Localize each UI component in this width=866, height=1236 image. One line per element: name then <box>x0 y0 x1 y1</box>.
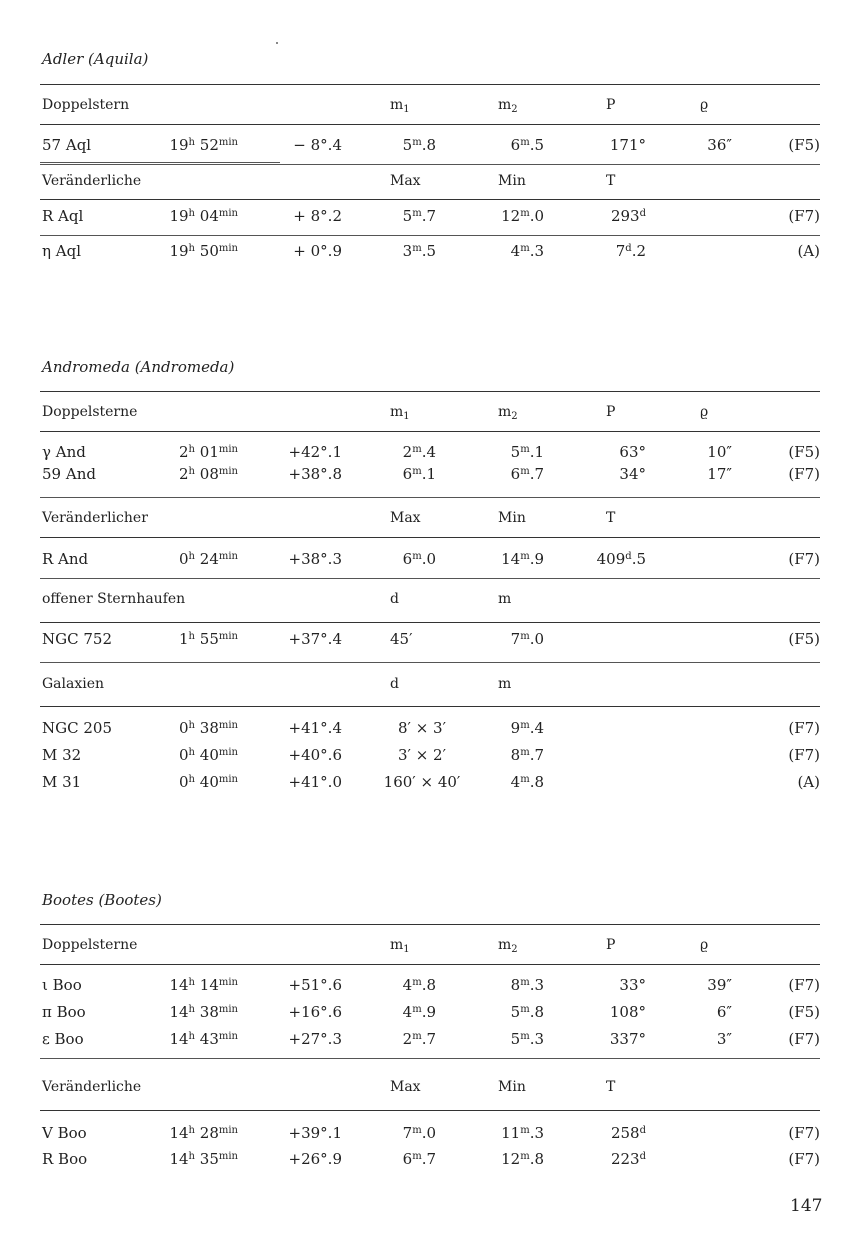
diameter: 45′ <box>390 630 413 648</box>
header-label: offener Sternhaufen <box>42 591 186 607</box>
right-ascension: 14$^h$ $43^{min}$ <box>169 1030 238 1048</box>
spectral-type: (A) <box>797 773 820 791</box>
diameter: 8′ × 3′ <box>397 719 446 737</box>
star-name: π Boo <box>42 1003 86 1021</box>
magnitude-2: 5$^m$.8 <box>510 1003 544 1021</box>
star-name: 59 And <box>42 465 96 483</box>
header-max: Max <box>390 510 421 526</box>
position-angle: 63° <box>619 443 646 461</box>
separation: 3″ <box>716 1030 732 1048</box>
right-ascension: 14$^h$ $14^{min}$ <box>169 976 238 994</box>
min-magnitude: 14$^m$.9 <box>501 550 544 568</box>
max-magnitude: 6$^m$.7 <box>402 1150 436 1168</box>
declination: +40°.6 <box>288 746 342 764</box>
spectral-type: (F7) <box>788 746 820 764</box>
header-magnitude: m <box>498 676 512 692</box>
right-ascension: 0$^h$ $40^{min}$ <box>179 773 238 791</box>
right-ascension: 2$^h$ $01^{min}$ <box>179 443 238 461</box>
rule <box>40 578 820 579</box>
right-ascension: 1$^h$ $55^{min}$ <box>179 630 238 648</box>
object-name: NGC 752 <box>42 630 112 648</box>
header-period: T <box>606 173 616 189</box>
header-label: Veränderliche <box>42 1079 142 1095</box>
header-rho: ϱ <box>700 97 709 113</box>
header-p: P <box>606 937 616 953</box>
rule <box>40 1058 820 1059</box>
rule <box>40 235 820 236</box>
declination: + 8°.2 <box>293 207 342 225</box>
spectral-type: (F5) <box>788 630 820 648</box>
period: 223$^d$ <box>610 1150 646 1168</box>
period: 409$^d$.5 <box>596 550 646 568</box>
rule <box>40 497 820 498</box>
declination: +38°.3 <box>288 550 342 568</box>
header-label: Veränderliche <box>42 173 142 189</box>
spectral-type: (F5) <box>788 1003 820 1021</box>
magnitude-2: 6$^m$.7 <box>510 465 544 483</box>
header-m2: $m_2$ <box>498 404 518 422</box>
position-angle: 337° <box>609 1030 646 1048</box>
object-name: M 31 <box>42 773 82 791</box>
speck <box>276 42 278 44</box>
period: 293$^d$ <box>610 207 646 225</box>
rule <box>40 162 280 163</box>
magnitude: 4$^m$.8 <box>510 773 544 791</box>
magnitude: 7$^m$.0 <box>510 630 544 648</box>
max-magnitude: 7$^m$.0 <box>402 1124 436 1142</box>
magnitude-1: 2$^m$.4 <box>402 443 436 461</box>
period: 7$^d$.2 <box>615 242 646 260</box>
declination: +16°.6 <box>288 1003 342 1021</box>
rule <box>40 84 820 85</box>
star-name: γ And <box>42 443 86 461</box>
right-ascension: 0$^h$ $38^{min}$ <box>179 719 238 737</box>
diameter: 3′ × 2′ <box>397 746 446 764</box>
rule <box>40 431 820 432</box>
star-name: ε Boo <box>42 1030 84 1048</box>
header-label: Doppelstern <box>42 97 130 113</box>
declination: +41°.0 <box>288 773 342 791</box>
spectral-type: (F7) <box>788 1124 820 1142</box>
header-diameter: d <box>390 676 399 692</box>
header-m1: $m_1$ <box>390 97 410 115</box>
section-title-aquila: Adler (Aquila) <box>42 50 149 68</box>
spectral-type: (F7) <box>788 1030 820 1048</box>
header-min: Min <box>498 510 526 526</box>
header-rho: ϱ <box>700 404 709 420</box>
magnitude-1: 4$^m$.9 <box>402 1003 436 1021</box>
header-p: P <box>606 404 616 420</box>
rule <box>40 124 820 125</box>
spectral-type: (A) <box>797 242 820 260</box>
header-label: Galaxien <box>42 676 105 692</box>
declination: +27°.3 <box>288 1030 342 1048</box>
declination: +51°.6 <box>288 976 342 994</box>
rule <box>40 622 820 623</box>
spectral-type: (F7) <box>788 550 820 568</box>
rule <box>40 706 820 707</box>
rule <box>40 391 820 392</box>
magnitude-1: 6$^m$.1 <box>402 465 436 483</box>
rule <box>40 199 820 200</box>
rule <box>40 964 820 965</box>
header-max: Max <box>390 1079 421 1095</box>
position-angle: 33° <box>619 976 646 994</box>
rule <box>40 537 820 538</box>
magnitude-2: 6$^m$.5 <box>510 136 544 154</box>
separation: 6″ <box>716 1003 732 1021</box>
max-magnitude: 6$^m$.0 <box>402 550 436 568</box>
min-magnitude: 12$^m$.8 <box>501 1150 544 1168</box>
spectral-type: (F5) <box>788 136 820 154</box>
right-ascension: 14$^h$ $28^{min}$ <box>169 1124 238 1142</box>
header-m1: $m_1$ <box>390 937 410 955</box>
magnitude: 8$^m$.7 <box>510 746 544 764</box>
header-period: T <box>606 1079 616 1095</box>
star-name: 57 Aql <box>42 136 92 154</box>
section-title-andromeda: Andromeda (Andromeda) <box>42 358 235 376</box>
position-angle: 171° <box>609 136 646 154</box>
declination: − 8°.4 <box>293 136 342 154</box>
header-m1: $m_1$ <box>390 404 410 422</box>
spectral-type: (F7) <box>788 207 820 225</box>
spectral-type: (F7) <box>788 976 820 994</box>
spectral-type: (F7) <box>788 465 820 483</box>
magnitude: 9$^m$.4 <box>510 719 544 737</box>
right-ascension: 19$^h$ $04^{min}$ <box>169 207 238 225</box>
separation: 39″ <box>707 976 732 994</box>
min-magnitude: 11$^m$.3 <box>501 1124 544 1142</box>
min-magnitude: 12$^m$.0 <box>501 207 544 225</box>
magnitude-1: 5$^m$.8 <box>402 136 436 154</box>
header-period: T <box>606 510 616 526</box>
max-magnitude: 3$^m$.5 <box>402 242 436 260</box>
object-name: M 32 <box>42 746 82 764</box>
rule <box>40 662 820 663</box>
right-ascension: 2$^h$ $08^{min}$ <box>179 465 238 483</box>
header-m2: $m_2$ <box>498 97 518 115</box>
declination: +39°.1 <box>288 1124 342 1142</box>
header-label: Veränderlicher <box>42 510 148 526</box>
declination: +41°.4 <box>288 719 342 737</box>
header-m2: $m_2$ <box>498 937 518 955</box>
right-ascension: 0$^h$ $24^{min}$ <box>179 550 238 568</box>
separation: 36″ <box>707 136 732 154</box>
right-ascension: 14$^h$ $35^{min}$ <box>169 1150 238 1168</box>
right-ascension: 14$^h$ $38^{min}$ <box>169 1003 238 1021</box>
section-title-bootes: Bootes (Bootes) <box>42 891 162 909</box>
header-diameter: d <box>390 591 399 607</box>
declination: +26°.9 <box>288 1150 342 1168</box>
header-label: Doppelsterne <box>42 404 138 420</box>
declination: + 0°.9 <box>293 242 342 260</box>
min-magnitude: 4$^m$.3 <box>510 242 544 260</box>
rule <box>40 164 820 165</box>
header-p: P <box>606 97 616 113</box>
diameter: 160′ × 40′ <box>383 773 461 791</box>
period: 258$^d$ <box>610 1124 646 1142</box>
right-ascension: 19$^h$ $52^{min}$ <box>169 136 238 154</box>
rule <box>40 924 820 925</box>
right-ascension: 0$^h$ $40^{min}$ <box>179 746 238 764</box>
right-ascension: 19$^h$ $50^{min}$ <box>169 242 238 260</box>
spectral-type: (F7) <box>788 1150 820 1168</box>
star-name: R And <box>42 550 89 568</box>
star-name: R Boo <box>42 1150 88 1168</box>
magnitude-1: 4$^m$.8 <box>402 976 436 994</box>
star-name: η Aql <box>42 242 81 260</box>
magnitude-2: 8$^m$.3 <box>510 976 544 994</box>
spectral-type: (F5) <box>788 443 820 461</box>
magnitude-2: 5$^m$.1 <box>510 443 544 461</box>
declination: +38°.8 <box>288 465 342 483</box>
position-angle: 108° <box>609 1003 646 1021</box>
separation: 17″ <box>707 465 732 483</box>
magnitude-2: 5$^m$.3 <box>510 1030 544 1048</box>
star-name: ι Boo <box>42 976 82 994</box>
magnitude-1: 2$^m$.7 <box>402 1030 436 1048</box>
header-label: Doppelsterne <box>42 937 138 953</box>
rule <box>40 1110 820 1111</box>
max-magnitude: 5$^m$.7 <box>402 207 436 225</box>
header-min: Min <box>498 173 526 189</box>
declination: +42°.1 <box>288 443 342 461</box>
separation: 10″ <box>707 443 732 461</box>
object-name: NGC 205 <box>42 719 112 737</box>
header-min: Min <box>498 1079 526 1095</box>
page-number: 147 <box>790 1196 823 1216</box>
declination: +37°.4 <box>288 630 342 648</box>
star-name: R Aql <box>42 207 84 225</box>
header-rho: ϱ <box>700 937 709 953</box>
header-max: Max <box>390 173 421 189</box>
star-name: V Boo <box>42 1124 87 1142</box>
position-angle: 34° <box>619 465 646 483</box>
spectral-type: (F7) <box>788 719 820 737</box>
header-magnitude: m <box>498 591 512 607</box>
